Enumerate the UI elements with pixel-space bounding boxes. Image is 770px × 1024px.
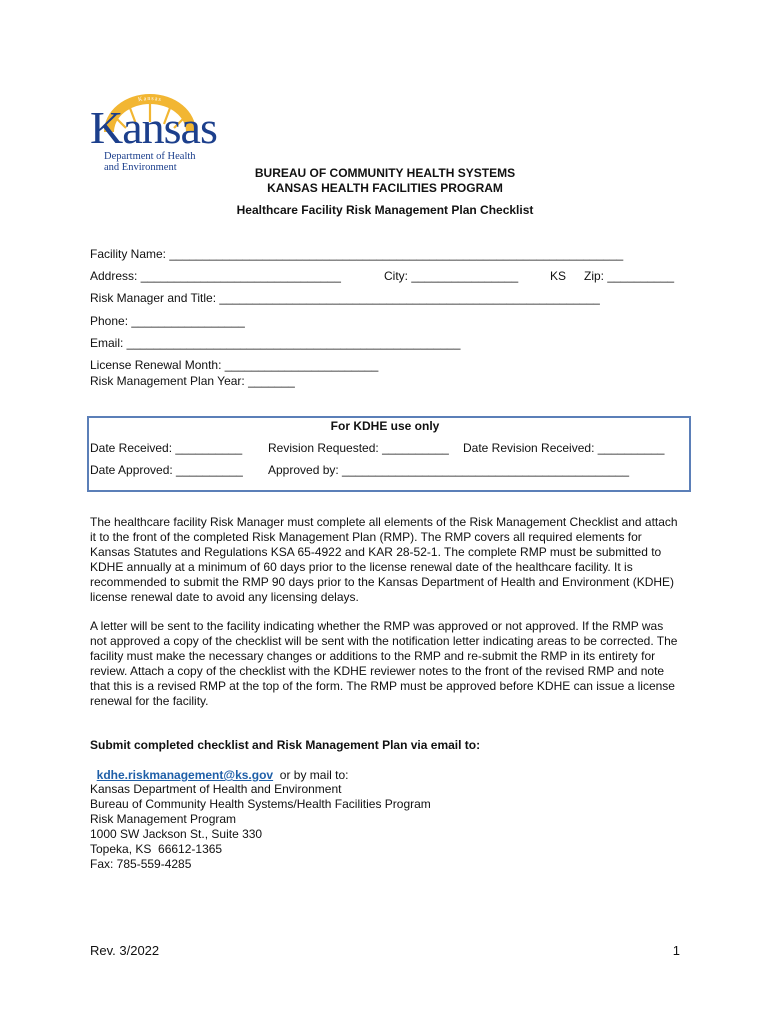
zip-field[interactable]: Zip: __________ bbox=[584, 269, 675, 283]
revision-requested-field[interactable]: Revision Requested: __________ bbox=[268, 441, 449, 455]
kdhe-box-heading: For KDHE use only bbox=[330, 419, 440, 433]
program-heading: KANSAS HEALTH FACILITIES PROGRAM bbox=[267, 181, 503, 195]
submit-line bbox=[90, 753, 348, 783]
fax-line: Fax: 785-559-4285 bbox=[90, 857, 192, 871]
phone-field[interactable]: Phone: _________________ bbox=[90, 314, 245, 328]
instructions-paragraph-1: The healthcare facility Risk Manager must complete all elements of the Risk Management Checklist and attach it to the front of the completed Risk Management Plan (RMP). The RMP covers all required elements for Kansas Statutes and Regulations KSA 65-4922 and KAR 28-52-1. The complete RMP must be submitted to KDHE annually at a minimum of 60 days prior to the license renewal date of the healthcare facility. It is recommended to submit the RMP 90 days prior to the Kansas Department of Health and Environment (KDHE) license renewal date to avoid any licensing delays. bbox=[90, 515, 678, 604]
address-line-1: Kansas Department of Health and Environment bbox=[90, 782, 342, 796]
logo-sunburst-text: Kansas bbox=[137, 95, 163, 104]
bureau-heading: BUREAU OF COMMUNITY HEALTH SYSTEMS bbox=[254, 166, 516, 180]
revision-date: Rev. 3/2022 bbox=[90, 943, 160, 958]
address-line-5: Topeka, KS 66612-1365 bbox=[90, 842, 223, 856]
license-renewal-field[interactable]: License Renewal Month: _______________________ bbox=[90, 358, 379, 372]
logo-subtitle-line-1: Department of Health bbox=[104, 151, 196, 162]
address-field[interactable]: Address: ______________________________ bbox=[90, 269, 341, 283]
city-field[interactable]: City: ________________ bbox=[384, 269, 519, 283]
document-title: Healthcare Facility Risk Management Plan Checklist bbox=[236, 203, 534, 217]
logo-wordmark: Kansas bbox=[90, 102, 217, 153]
address-line-2: Bureau of Community Health Systems/Health Facilities Program bbox=[90, 797, 431, 811]
date-received-field[interactable]: Date Received: __________ bbox=[90, 441, 243, 455]
email-field[interactable]: Email: __________________________________________________ bbox=[90, 336, 461, 350]
facility-name-field[interactable]: Facility Name: ____________________________________________________________________ bbox=[90, 247, 624, 261]
date-approved-field[interactable]: Date Approved: __________ bbox=[90, 463, 243, 477]
submit-heading: Submit completed checklist and Risk Management Plan via email to: bbox=[90, 738, 481, 752]
page-number: 1 bbox=[672, 943, 680, 958]
instructions-paragraph-2: A letter will be sent to the facility indicating whether the RMP was approved or not approved. If the RMP was not approved a copy of the checklist will be sent with the notification letter indicating areas to be corrected. The facility must make the necessary changes or additions to the RMP and re-submit the RMP in its entirety for review. Attach a copy of the checklist with the KDHE reviewer notes to the front of the revised RMP and note that this is a revised RMP at the top of the form. The RMP must be approved before KDHE can issue a license renewal for the facility. bbox=[90, 619, 678, 708]
state-label: KS bbox=[550, 269, 567, 283]
mail-text: or by mail to: bbox=[273, 768, 349, 782]
address-line-4: 1000 SW Jackson St., Suite 330 bbox=[90, 827, 263, 841]
date-revision-received-field[interactable]: Date Revision Received: __________ bbox=[463, 441, 665, 455]
risk-manager-field[interactable]: Risk Manager and Title: _________________________________________________________ bbox=[90, 291, 600, 305]
email-link[interactable]: kdhe.riskmanagement@ks.gov bbox=[96, 768, 274, 782]
approved-by-field[interactable]: Approved by: ___________________________________________ bbox=[268, 463, 630, 477]
plan-year-field[interactable]: Risk Management Plan Year: _______ bbox=[90, 374, 295, 388]
logo-subtitle-line-2: and Environment bbox=[104, 162, 177, 173]
address-line-3: Risk Management Program bbox=[90, 812, 237, 826]
